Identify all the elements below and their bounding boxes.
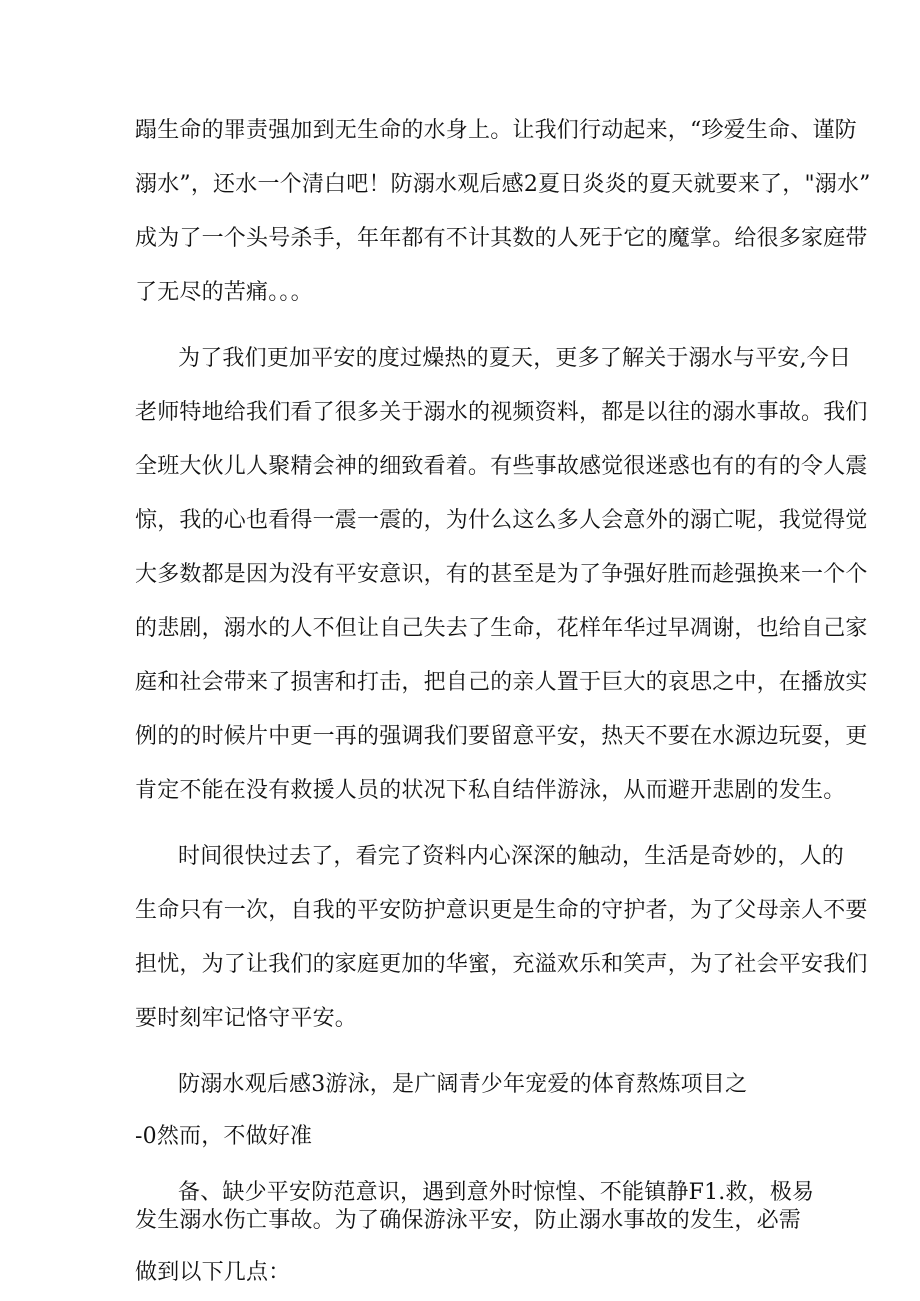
text-line-20: 备、缺少平安防范意识，遇到意外时惊惶、不能镇静F1.救，极易 (178, 1180, 815, 1205)
text-line-12: 例的的时候片中更一再的强调我们要留意平安，热天不要在水源边玩耍，更 (135, 724, 868, 749)
text-line-5: 为了我们更加平安的度过燥热的夏天，更多了解关于溺水与平安,今日 (178, 346, 852, 371)
text-line-10: 的悲剧，溺水的人不但让自己失去了生命，花样年华过早凋谢，也给自己家 (135, 616, 868, 641)
text-line-2: 溺水”，还水一个清白吧！防溺水观后感2夏日炎炎的夏天就要来了，"溺水” (135, 172, 871, 197)
text-line-4: 了无尽的苦痛。。。 (135, 280, 313, 305)
text-line-14: 时间很快过去了，看完了资料内心深深的触动，生活是奇妙的，人的 (178, 844, 845, 869)
text-line-3: 成为了一个头号杀手，年年都有不计其数的人死于它的魔掌。给很多家庭带 (135, 226, 868, 251)
text-line-7: 全班大伙儿人聚精会神的细致看着。有些事故感觉很迷惑也有的有的令人震 (135, 454, 868, 479)
text-line-19: -0然而，不做好准 (135, 1124, 313, 1149)
text-line-17: 要时刻牢记恪守平安。 (135, 1006, 358, 1031)
text-line-13: 肯定不能在没有救援人员的状况下私自结伴游泳，从而避开悲剧的发生。 (135, 778, 846, 803)
text-line-11: 庭和社会带来了损害和打击，把自己的亲人置于巨大的哀思之中，在播放实 (135, 670, 868, 695)
text-line-22: 做到以下几点： (135, 1260, 291, 1285)
text-line-21: 发生溺水伤亡事故。为了确保游泳平安，防止溺水事故的发生，必需 (135, 1208, 802, 1233)
text-line-9: 大多数都是因为没有平安意识，有的甚至是为了争强好胜而趁强换来一个个 (135, 562, 868, 587)
text-line-6: 老师特地给我们看了很多关于溺水的视频资料，都是以往的溺水事故。我们 (135, 400, 868, 425)
text-line-1: 蹋生命的罪责强加到无生命的水身上。让我们行动起来，“珍爱生命、谨防 (135, 118, 857, 143)
text-line-18: 防溺水观后感3游泳，是广阔青少年宠爱的体育熬炼项目之 (178, 1072, 748, 1097)
text-line-16: 担忧，为了让我们的家庭更加的华蜜，充溢欢乐和笑声，为了社会平安我们 (135, 952, 868, 977)
text-line-8: 惊，我的心也看得一震一震的，为什么这么多人会意外的溺亡呢，我觉得觉 (135, 508, 868, 533)
text-line-15: 生命只有一次，自我的平安防护意识更是生命的守护者，为了父母亲人不要 (135, 898, 868, 923)
